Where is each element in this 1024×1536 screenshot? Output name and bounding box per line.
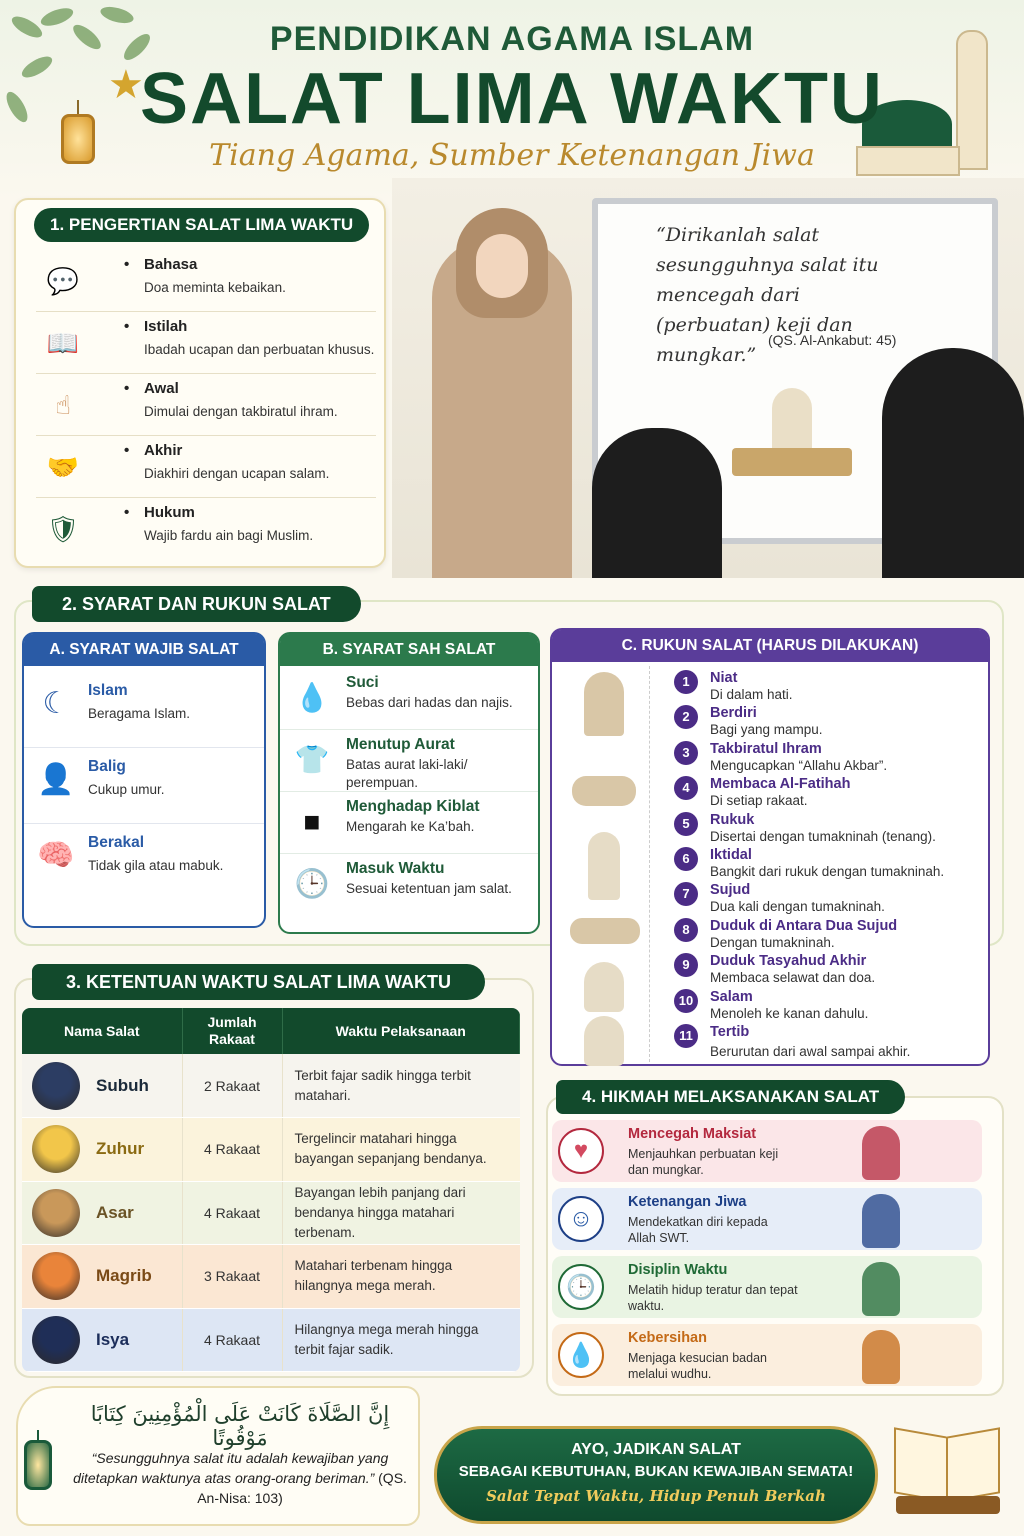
- sky-icon: [32, 1252, 80, 1300]
- table-row: [22, 1118, 520, 1182]
- main-title: SALAT LIMA WAKTU: [140, 59, 884, 139]
- rukun-desc: Dengan tumakninah.: [710, 934, 835, 950]
- rukun-desc: Berurutan dari awal sampai akhir.: [710, 1044, 911, 1059]
- syarat-desc: Tidak gila atau mabuk.: [88, 858, 224, 873]
- syarat-sah-item: [280, 670, 538, 730]
- cta-banner: [434, 1426, 878, 1524]
- ayat-translation-text: “Sesungguhnya salat itu adalah kewajiban yang ditetapkan waktunya atas orang-orang beriman.”: [73, 1450, 389, 1486]
- definition-list: [16, 250, 388, 570]
- rukun-number: 6: [674, 847, 698, 871]
- crescent-icon: ☾: [42, 687, 70, 720]
- syarat-wajib-item: [24, 676, 264, 748]
- definition-row: [36, 250, 376, 312]
- rukun-list: [674, 666, 984, 1062]
- section-heading: 4. HIKMAH MELAKSANAKAN SALAT: [556, 1080, 905, 1114]
- brain-icon: 🧠: [37, 839, 75, 872]
- salat-name: Subuh: [96, 1075, 149, 1095]
- quran-book-icon: [884, 1420, 1014, 1520]
- shield-icon: 🛡: [46, 513, 80, 544]
- syarat-sah-card: [278, 632, 540, 934]
- definition-title: • Bahasa: [144, 256, 197, 273]
- rukun-number: 10: [674, 989, 698, 1013]
- garment-icon: 👕: [294, 744, 330, 775]
- rukun-number: 5: [674, 812, 698, 836]
- syarat-title: Menutup Aurat: [346, 736, 455, 753]
- salat-name-cell: [22, 1054, 182, 1118]
- rukun-title: Takbiratul Ihram: [710, 740, 822, 757]
- salat-name-cell: [22, 1308, 182, 1372]
- time-cell: Matahari terbenam hingga hilangnya mega merah.: [282, 1245, 520, 1309]
- hikmah-illustration: [842, 1326, 978, 1384]
- syarat-wajib-item: [24, 828, 264, 900]
- rukun-title: Tertib: [710, 1024, 750, 1040]
- syarat-wajib-heading: A. SYARAT WAJIB SALAT: [24, 634, 264, 666]
- rukun-title: Duduk Tasyahud Akhir: [710, 953, 867, 970]
- clock-icon: 🕒: [558, 1264, 604, 1310]
- rakaat-cell: 2 Rakaat: [182, 1054, 282, 1118]
- rukun-title: Berdiri: [710, 705, 757, 722]
- sky-icon: [32, 1062, 80, 1110]
- rukun-desc: Membaca selawat dan doa.: [710, 970, 876, 986]
- salat-name: Isya: [96, 1329, 130, 1349]
- salat-name: Zuhur: [96, 1139, 145, 1159]
- water-drop-icon: 💧: [558, 1332, 604, 1378]
- hikmah-desc: Mendekatkan diri kepada Allah SWT.: [628, 1215, 768, 1245]
- syarat-title: Masuk Waktu: [346, 860, 445, 877]
- hikmah-desc: Menjauhkan perbuatan keji dan mungkar.: [628, 1147, 779, 1177]
- person-figure: [862, 1194, 900, 1248]
- sky-icon: [32, 1125, 80, 1173]
- student-figure: [592, 428, 722, 578]
- definition-title: • Akhir: [144, 442, 182, 459]
- rukun-title: Duduk di Antara Dua Sujud: [710, 917, 898, 934]
- rukun-desc: Di dalam hati.: [710, 687, 793, 702]
- rukun-title: Niat: [710, 670, 738, 686]
- person-figure: [862, 1126, 900, 1180]
- definition-desc: Diakhiri dengan ucapan salam.: [144, 466, 330, 481]
- time-cell: Hilangnya mega merah hingga terbit fajar sadik.: [282, 1308, 520, 1372]
- table-row: [22, 1308, 520, 1372]
- rukun-desc: Disertai dengan tumakninah (tenang).: [710, 828, 936, 844]
- rukun-number: 2: [674, 705, 698, 729]
- rukun-title: Rukuk: [710, 811, 755, 828]
- section-heading: 3. KETENTUAN WAKTU SALAT LIMA WAKTU: [32, 964, 485, 1000]
- table-row: [22, 1054, 520, 1118]
- salat-name-cell: [22, 1245, 182, 1309]
- cta-line-1: AYO, JADIKAN SALAT: [571, 1441, 741, 1458]
- hikmah-item: [552, 1188, 982, 1250]
- person-figure: [862, 1262, 900, 1316]
- syarat-sah-item: [280, 732, 538, 792]
- syarat-title: Menghadap Kiblat: [346, 798, 480, 815]
- rakaat-cell: 3 Rakaat: [182, 1245, 282, 1309]
- cta-line-2: SEBAGAI KEBUTUHAN, BUKAN KEWAJIBAN SEMATA!: [458, 1463, 854, 1480]
- salat-name: Asar: [96, 1202, 134, 1222]
- whiteboard-quote: “Dirikanlah salat sesungguhnya salat itu mencegah dari (perbuatan) keji dan mungkar.”: [656, 224, 879, 366]
- rukun-title: Sujud: [710, 882, 751, 899]
- rukun-card: [550, 628, 990, 1066]
- definition-row: [36, 312, 376, 374]
- hikmah-item: [552, 1256, 982, 1318]
- hikmah-illustration: [842, 1258, 978, 1316]
- rukun-number: 9: [674, 953, 698, 977]
- syarat-sah-item: [280, 794, 538, 854]
- rukun-desc: Mengucapkan “Allahu Akbar”.: [710, 757, 888, 773]
- heart-icon: ♥: [558, 1128, 604, 1174]
- salat-name-cell: [22, 1181, 182, 1245]
- hikmah-desc: Melatih hidup teratur dan tepat waktu.: [628, 1283, 798, 1313]
- hikmah-item: [552, 1324, 982, 1386]
- definition-row: [36, 498, 376, 560]
- syarat-wajib-list: [24, 666, 264, 928]
- hikmah-illustration: [842, 1122, 978, 1180]
- rukun-number: 7: [674, 882, 698, 906]
- syarat-desc: Mengarah ke Ka’bah.: [346, 819, 475, 834]
- syarat-sah-list: [280, 666, 538, 934]
- hikmah-list: [552, 1120, 982, 1390]
- ayat-arabic: إِنَّ الصَّلَاةَ كَانَتْ عَلَى الْمُؤْمِنِينَ كِتَابًا مَوْقُوتًا: [90, 1402, 390, 1450]
- table-row: [22, 1181, 520, 1245]
- tagline: Tiang Agama, Sumber Ketenangan Jiwa: [209, 138, 815, 173]
- clock-icon: 🕒: [294, 868, 330, 899]
- book-icon: 📖: [46, 327, 80, 358]
- star-icon: ★: [108, 63, 144, 107]
- syarat-title: Balig: [88, 758, 126, 775]
- section-heading: 2. SYARAT DAN RUKUN SALAT: [32, 586, 361, 622]
- student-figure: [882, 348, 1024, 578]
- rukun-title: Salam: [710, 988, 753, 1005]
- prayer-mat: [732, 448, 852, 476]
- chat-icon: 💬: [46, 265, 80, 296]
- lantern-icon: [20, 1430, 56, 1510]
- cta-line-3: Salat Tepat Waktu, Hidup Penuh Berkah: [486, 1487, 826, 1505]
- rukun-number: 8: [674, 918, 698, 942]
- definition-title: • Istilah: [144, 318, 187, 335]
- syarat-desc: Batas aurat laki-laki/ perempuan.: [346, 757, 468, 790]
- rukun-desc: Di setiap rakaat.: [710, 793, 808, 809]
- syarat-desc: Cukup umur.: [88, 782, 165, 797]
- ayat-translation: [70, 1448, 410, 1508]
- syarat-desc: Bebas dari hadas dan najis.: [346, 695, 513, 710]
- water-drop-icon: 💧: [294, 682, 330, 713]
- syarat-sah-item: [280, 856, 538, 916]
- sky-icon: [32, 1189, 80, 1237]
- rukun-number: 1: [674, 670, 698, 694]
- rakaat-cell: 4 Rakaat: [182, 1118, 282, 1182]
- salat-name-cell: [22, 1118, 182, 1182]
- definition-desc: Wajib fardu ain bagi Muslim.: [144, 528, 314, 543]
- pengertian-card: [14, 198, 386, 568]
- hikmah-title: Disiplin Waktu: [628, 1262, 728, 1278]
- subject-title: PENDIDIKAN AGAMA ISLAM: [269, 20, 755, 58]
- rukun-heading: C. RUKUN SALAT (HARUS DILAKUKAN): [552, 630, 988, 662]
- whiteboard-quote-source: (QS. Al-Ankabut: 45): [768, 332, 897, 348]
- rukun-desc: Bagi yang mampu.: [710, 722, 823, 738]
- rukun-title: Iktidal: [710, 847, 752, 863]
- rukun-title: Membaca Al-Fatihah: [710, 776, 851, 793]
- handshake-icon: 🤝: [46, 451, 80, 482]
- hikmah-title: Kebersihan: [628, 1330, 707, 1346]
- ayat-source: (QS. An-Nisa: 103): [197, 1470, 407, 1506]
- time-cell: Terbit fajar sadik hingga terbit matahari.: [282, 1054, 520, 1118]
- syarat-desc: Sesuai ketentuan jam salat.: [346, 881, 512, 896]
- person-icon: 👤: [37, 763, 75, 796]
- rukun-number: 3: [674, 741, 698, 765]
- time-cell: Bayangan lebih panjang dari bendanya hingga matahari terbenam.: [282, 1181, 520, 1245]
- finger-icon: ☝: [55, 389, 71, 420]
- syarat-title: Berakal: [88, 834, 145, 851]
- time-cell: Tergelincir matahari hingga bayangan sepanjang bendanya.: [282, 1118, 520, 1182]
- definition-row: [36, 436, 376, 498]
- definition-title: • Awal: [144, 380, 179, 397]
- hikmah-title: Ketenangan Jiwa: [628, 1194, 747, 1210]
- syarat-wajib-card: [22, 632, 266, 928]
- column-header: Jumlah Rakaat: [182, 1008, 282, 1054]
- table-row: [22, 1245, 520, 1309]
- hikmah-illustration: [842, 1190, 978, 1248]
- rukun-desc: Dua kali dengan tumakninah.: [710, 899, 885, 915]
- definition-desc: Doa meminta kebaikan.: [144, 280, 286, 295]
- definition-title: • Hukum: [144, 504, 195, 521]
- salat-name: Magrib: [96, 1266, 152, 1286]
- syarat-wajib-item: [24, 752, 264, 824]
- syarat-title: Islam: [88, 682, 128, 699]
- syarat-desc: Beragama Islam.: [88, 706, 191, 721]
- rukun-desc: Bangkit dari rukuk dengan tumakninah.: [710, 864, 945, 879]
- column-header: Waktu Pelaksanaan: [282, 1008, 520, 1054]
- definition-row: [36, 374, 376, 436]
- syarat-sah-heading: B. SYARAT SAH SALAT: [280, 634, 538, 666]
- person-figure: [862, 1330, 900, 1384]
- definition-desc: Dimulai dengan takbiratul ihram.: [144, 404, 338, 419]
- calm-face-icon: ☺: [558, 1196, 604, 1242]
- sky-icon: [32, 1316, 80, 1364]
- syarat-title: Suci: [346, 674, 379, 691]
- rukun-desc: Menoleh ke kanan dahulu.: [710, 1005, 869, 1021]
- rukun-number: 11: [674, 1024, 698, 1048]
- hikmah-item: [552, 1120, 982, 1182]
- kaaba-icon: ■: [303, 806, 321, 837]
- hikmah-desc: Menjaga kesucian badan melalui wudhu.: [628, 1351, 767, 1381]
- section-heading: 1. PENGERTIAN SALAT LIMA WAKTU: [34, 208, 369, 242]
- definition-desc: Ibadah ucapan dan perbuatan khusus.: [144, 342, 375, 357]
- column-header: Nama Salat: [22, 1008, 182, 1054]
- rakaat-cell: 4 Rakaat: [182, 1308, 282, 1372]
- hikmah-title: Mencegah Maksiat: [628, 1126, 757, 1142]
- rukun-number: 4: [674, 776, 698, 800]
- waktu-table: [22, 1008, 520, 1372]
- prayer-positions-illustration: [560, 666, 650, 1062]
- rakaat-cell: 4 Rakaat: [182, 1181, 282, 1245]
